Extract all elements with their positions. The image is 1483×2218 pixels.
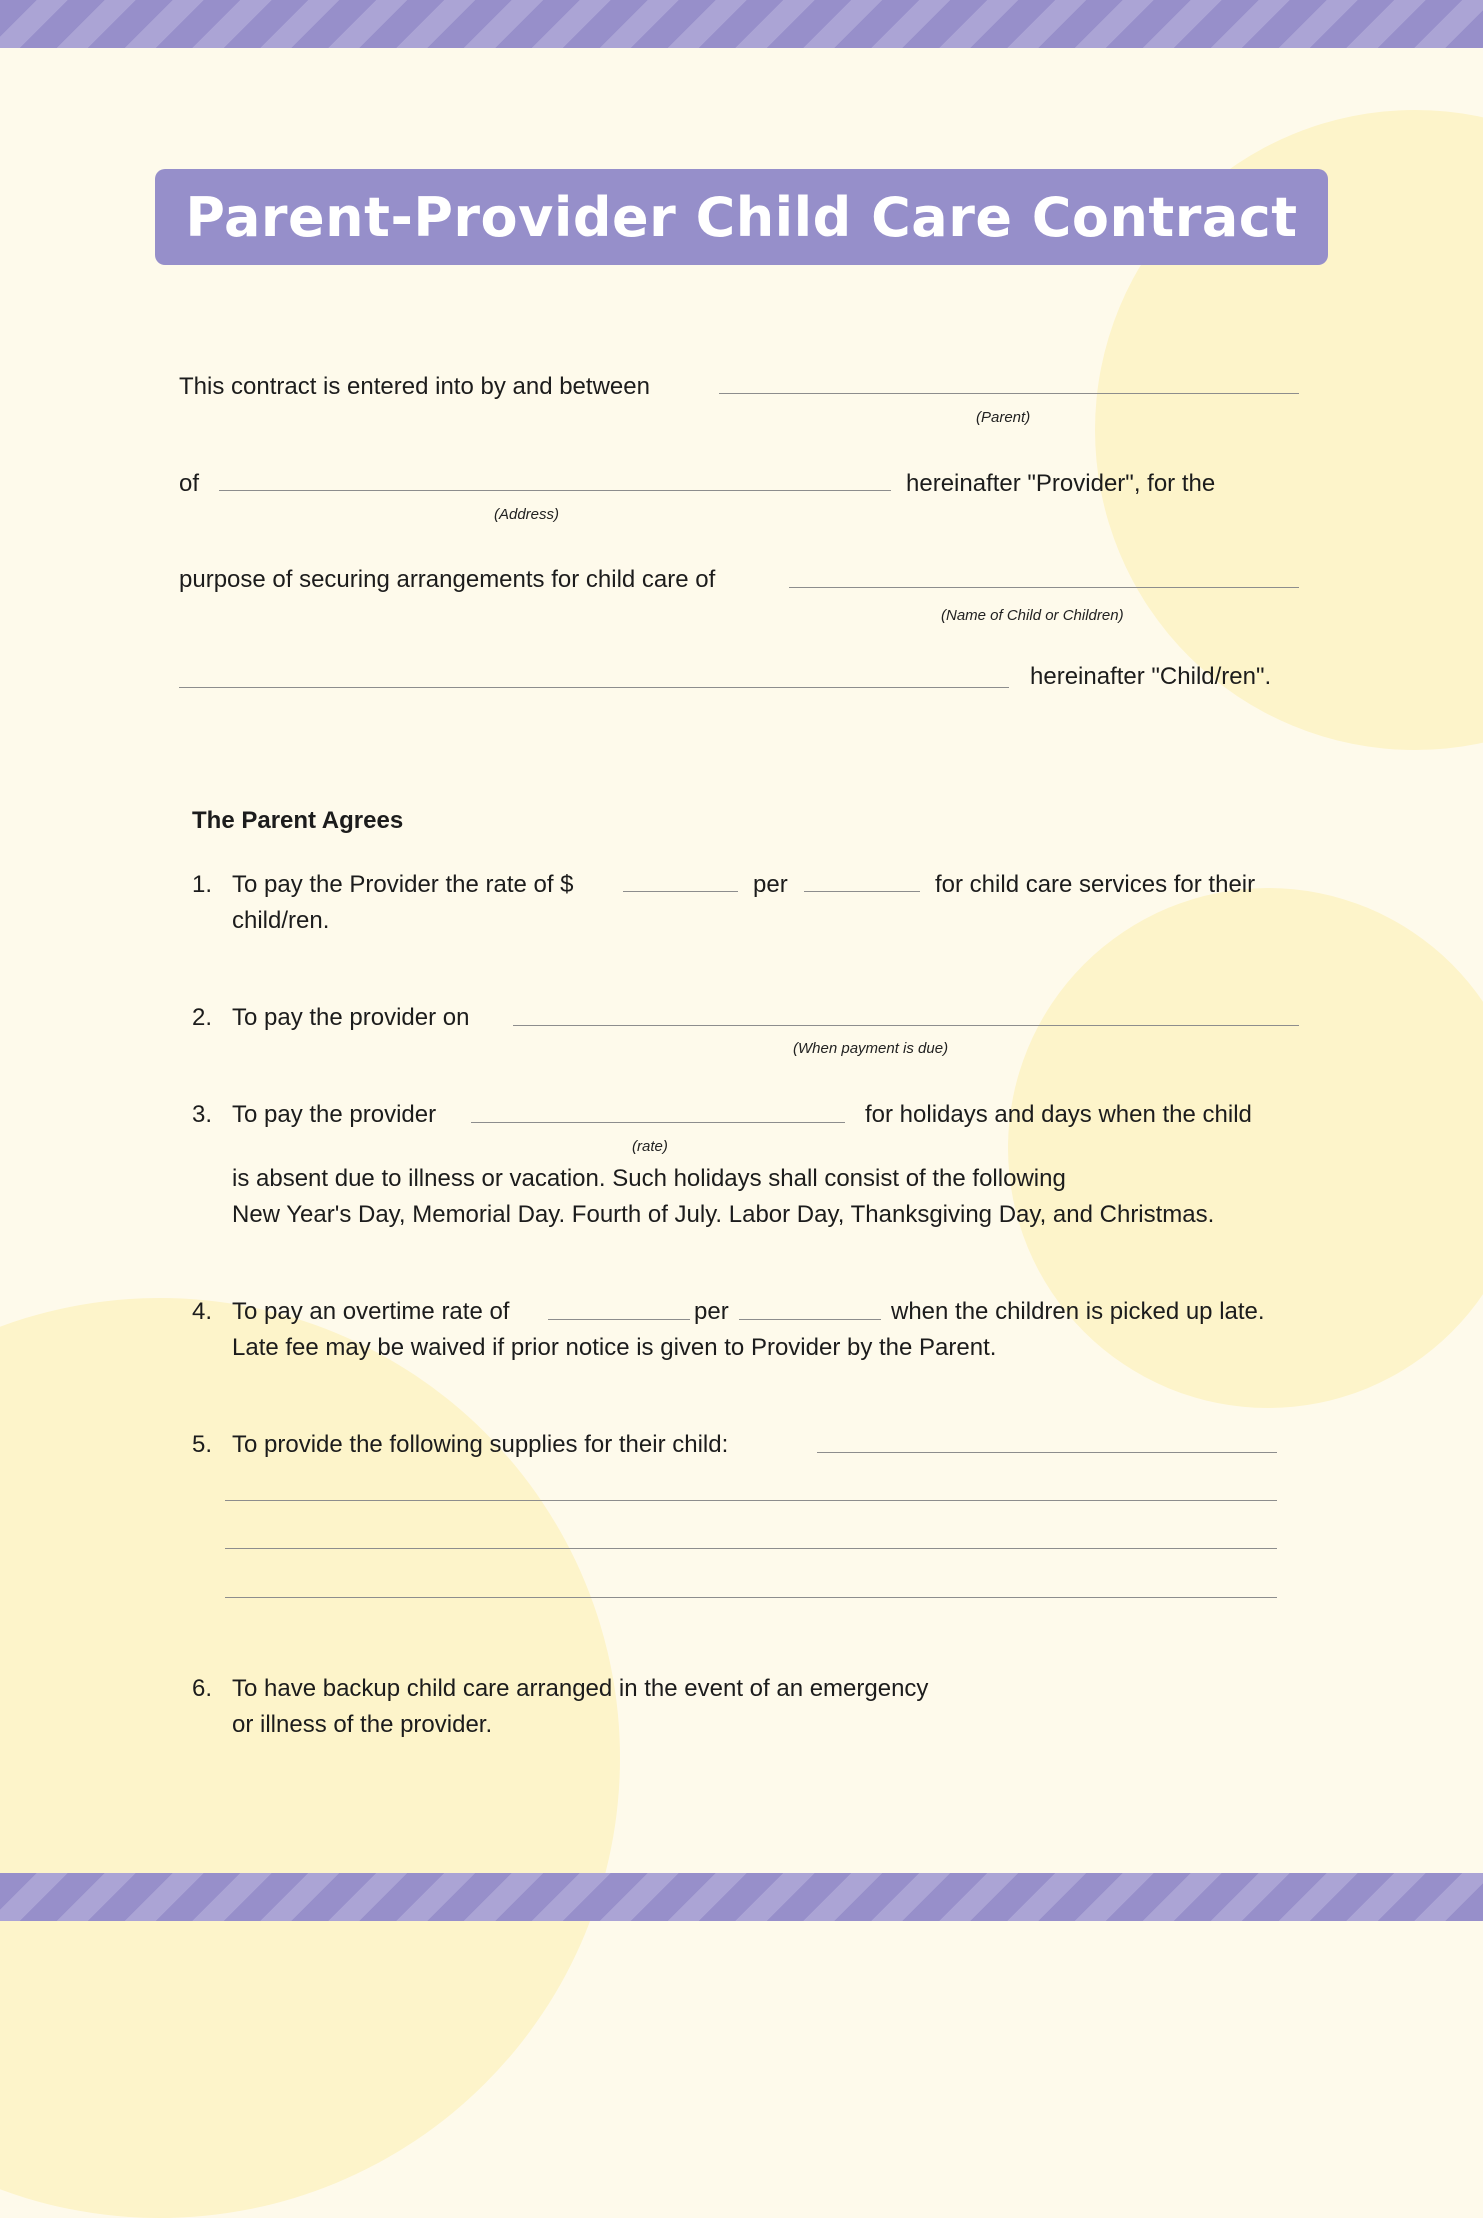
rate-caption: (rate) [632,1138,668,1155]
item-number: 1. [192,871,213,898]
intro-line-4-text: hereinafter "Child/ren". [1030,663,1272,690]
rate-period-field[interactable] [804,891,920,892]
payment-due-caption: (When payment is due) [793,1040,949,1057]
page-title: Parent-Provider Child Care Contract [185,185,1298,249]
item-1-text-c: for child care services for their [935,871,1256,898]
item-5-text: To provide the following supplies for their child: [232,1431,729,1458]
supplies-field[interactable] [225,1597,1277,1598]
item-3-line-3: New Year's Day, Memorial Day. Fourth of July. Labor Day, Thanksgiving Day, and Christmas. [232,1201,1215,1228]
intro-line-2-provider-text: hereinafter "Provider", for the [906,470,1216,497]
intro-line-2-of: of [179,470,200,497]
item-1-text-a: To pay the Provider the rate of $ [232,871,574,898]
item-number: 6. [192,1675,213,1702]
supplies-field[interactable] [817,1452,1277,1453]
item-number: 3. [192,1101,213,1128]
item-number: 4. [192,1298,213,1325]
item-1-line-2: child/ren. [232,907,330,934]
item-2-text: To pay the provider on [232,1004,470,1031]
item-4-text-b: per [694,1298,729,1325]
item-1-text-b: per [753,871,788,898]
parent-caption: (Parent) [976,409,1031,426]
bottom-stripe-border [0,1873,1483,1921]
child-name-caption: (Name of Child or Children) [941,607,1124,624]
intro-line-1-text: This contract is entered into by and between [179,373,650,400]
child-name-field[interactable] [789,587,1299,588]
supplies-field[interactable] [225,1548,1277,1549]
supplies-field[interactable] [225,1500,1277,1501]
item-4-text-a: To pay an overtime rate of [232,1298,510,1325]
item-4-line-2: Late fee may be waived if prior notice is given to Provider by the Parent. [232,1334,997,1361]
overtime-rate-field[interactable] [548,1319,690,1320]
holiday-rate-field[interactable] [471,1122,845,1123]
item-3-line-2: is absent due to illness or vacation. Such holidays shall consist of the following [232,1165,1066,1192]
item-6-line-1: To have backup child care arranged in the event of an emergency [232,1675,929,1702]
item-4-text-c: when the children is picked up late. [891,1298,1265,1325]
item-3-text-b: for holidays and days when the child [865,1101,1252,1128]
item-6-line-2: or illness of the provider. [232,1711,493,1738]
item-3-text-a: To pay the provider [232,1101,437,1128]
item-number: 5. [192,1431,213,1458]
child-name-field-continued[interactable] [179,687,1009,688]
address-caption: (Address) [494,506,560,523]
decorative-circle [1008,888,1483,1408]
item-number: 2. [192,1004,213,1031]
section-heading: The Parent Agrees [192,807,404,834]
payment-due-field[interactable] [513,1025,1299,1026]
overtime-period-field[interactable] [739,1319,881,1320]
parent-name-field[interactable] [719,393,1299,394]
title-banner [155,169,1328,265]
top-stripe-border [0,0,1483,48]
intro-line-3-text: purpose of securing arrangements for child care of [179,566,716,593]
rate-amount-field[interactable] [623,891,738,892]
address-field[interactable] [219,490,891,491]
